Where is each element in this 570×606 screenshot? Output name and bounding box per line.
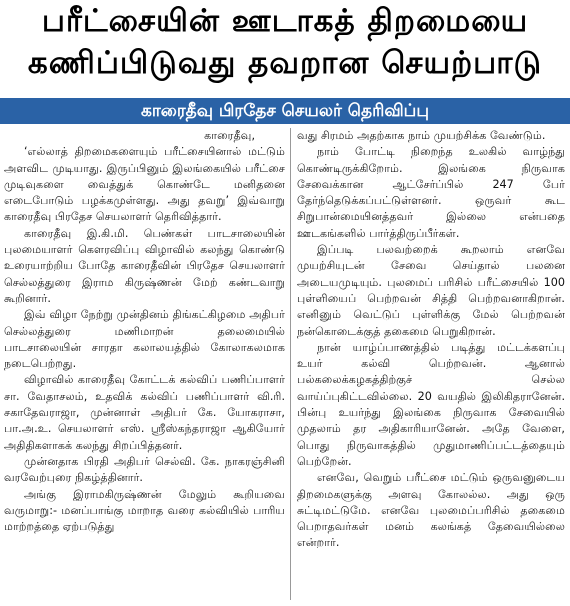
- dateline: காரைதீவு,: [204, 129, 255, 142]
- paragraph: அங்கு இராமகிருஷ்ணன் மேலும் கூறியவை வருமாறு:- மனப்பாங்கு மாறாத வரை கல்வியில் பாரிய மாற்றத்தை ஏற்படுத்து: [4, 487, 285, 534]
- paragraph: காரைதீவு இ.கி.மி. பெண்கள் பாடசாலையின் புலமையாளர் கௌரவிப்பு விழாவில் கலந்து கொண்டு உரையாற்றிய போதே காரைதீவின் பிரதேச செயலாளர் செல்லத்துரை இராம கிருஷ்ணன் மேற் கண்டவாறு கூறினார்.: [4, 226, 285, 305]
- headline-line-2: கணிப்பிடுவது தவறான செயற்பாடு: [27, 45, 543, 81]
- headline-line-1: பரீட்சையின் ஊடாகத் திறமையை: [41, 3, 529, 39]
- paragraph: ‘எல்லாத் திறமைகளையும் பரீட்சையினால் மட்டும் அளவிட முடியாது. இருப்பினும் இலங்கையில் பரீட்சை முடிவுகளை வைத்துக் கொண்டே மனிதனை எடைபோடும் பழக்கமுள்ளது. அது தவறு’ இவ்வாறு காரைதீவு பிரதேச செயலாளர் தெரிவித்தார்.: [4, 145, 285, 224]
- right-column: [297, 128, 565, 600]
- paragraph: முன்னதாக பிரதி அதிபர் செல்வி. கே. நாகரஞ்சினி வரவேற்புரை நிகழ்த்தினார்.: [4, 454, 285, 485]
- paragraph: நாம் போட்டி நிறைந்த உலகில் வாழ்ந்து கொண்டிருக்கிறோம். இலங்கை நிருவாக சேவைக்கான ஆட்சேர்ப்பில் 247 பேர் தேர்ந்தெடுக்கப்பட்டுள்ளனர். ஒருவர் கூட சிறுபான்மையினத்தவர் இல்லை என்பதை ஊடகங்களில் பார்த்திருப்பீர்கள்.: [297, 145, 565, 240]
- article-headline: [0, 0, 570, 96]
- paragraph: விழாவில் காரைதீவு கோட்டக் கல்விப் பணிப்பாளர் சா. வேதாசலம், உதவிக் கல்விப் பணிப்பாளர் வி.ரி. சகாதேவராஜா, முன்னாள் அதிபர் கே. யோகராசா, பா.அ.உ. செயலாளர் எஸ். ஸ்ரீஸ்கந்தராஜா ஆகியோர் அதிதிகளாகக் கலந்து சிறப்பித்தனர்.: [4, 373, 285, 452]
- paragraph: நான் யாழ்ப்பாணத்தில் படித்து மட்டக்களப்பு உயர் கல்வி பெற்றவன். ஆனால் பல்கலைக்கழகத்திற்குச் செல்ல வாய்ப்புகிட்டவில்லை. 20 வயதில் இலிகிதரானேன். பின்பு உயர்ந்து இலங்கை நிருவாக சேவையில் முதலாம் தர அதிகாரியானேன். அதே வேளை, பொது நிருவாகத்தில் முதுமாணிப்பட்டத்தையும் பெற்றேன்.: [297, 340, 565, 468]
- paragraph: எனவே, வெறும் பரீட்சை மட்டும் ஒருவனுடைய திறமைகளுக்கு அளவு கோலல்ல. அது ஒரு சுட்டிமட்டுமே. எனவே புலமைப்பரிசில் தகைமை பெறாதவர்கள் மனம் கலங்கத் தேவையில்லை என்றார்.: [297, 471, 565, 550]
- article-subheadline: காரைதீவு பிரதேச செயலர் தெரிவிப்பு: [0, 98, 570, 124]
- paragraph: வது சிரமம் அதற்காக நாம் முயற்சிக்க வேண்டும்.: [297, 129, 546, 142]
- column-divider: [290, 128, 291, 600]
- left-column: [4, 128, 285, 600]
- paragraph: இவ் விழா நேற்று முன்தினம் திங்கட்கிழமை அதிபர் செல்லத்துரை மணிமாறன் தலைமையில் பாடசாலையின் சாரதா கலாலயத்தில் கோலாகலமாக நடைபெற்றது.: [4, 308, 285, 371]
- paragraph: இப்படி பலவற்றைக் கூறலாம் எனவே முயற்சியுடன் சேவை செய்தால் பலனை அடையமுடியும். புலமைப் பரிசில் பரீட்சையில் 100 புள்ளியைப் பெற்றவன் சித்தி பெற்றவனாகிறான். எனினும் வெட்டுப் புள்ளிக்கு மேல் பெற்றவன் நன்கொடைக்குத் தகைமை பெறுகிறான்.: [297, 243, 565, 338]
